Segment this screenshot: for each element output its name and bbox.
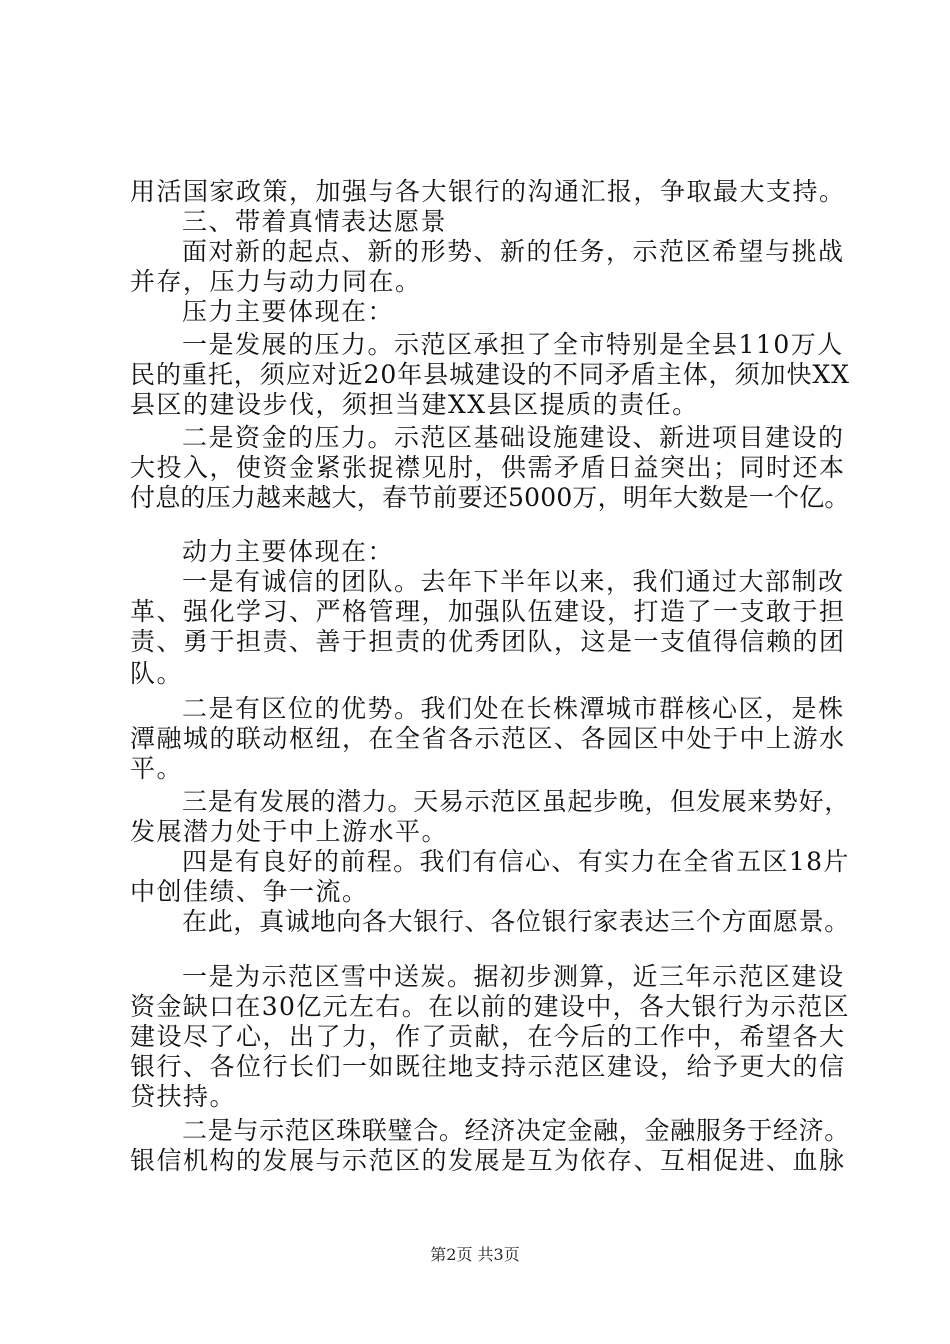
text-line: 一是为示范区雪中送炭。据初步测算，近三年示范区建设 bbox=[182, 962, 845, 991]
text-line: 压力主要体现在： bbox=[182, 297, 395, 326]
text-line: 贷扶持。 bbox=[130, 1082, 237, 1111]
text-line: 动力主要体现在： bbox=[182, 537, 395, 566]
text-line: 队。 bbox=[130, 659, 184, 688]
text-line: 在此，真诚地向各大银行、各位银行家表达三个方面愿景。 bbox=[182, 907, 851, 936]
page-number-footer: 第2页 共3页 bbox=[430, 1245, 520, 1264]
text-line: 用活国家政策，加强与各大银行的沟通汇报，争取最大支持。 bbox=[130, 177, 846, 206]
text-line: 责、勇于担责、善于担责的优秀团队，这是一支值得信赖的团 bbox=[130, 627, 846, 656]
text-line: 民的重托，须应对近20年县城建设的不同矛盾主体，须加快XX bbox=[130, 360, 850, 389]
section-heading: 三、带着真情表达愿景 bbox=[182, 207, 448, 236]
text-line: 中创佳绩、争一流。 bbox=[130, 877, 369, 906]
text-line: 付息的压力越来越大，春节前要还5000万，明年大数是一个亿。 bbox=[130, 483, 850, 512]
text-line: 一是发展的压力。示范区承担了全市特别是全县110万人 bbox=[182, 330, 844, 359]
text-line: 银行、各位行长们一如既往地支持示范区建设，给予更大的信 bbox=[130, 1052, 846, 1081]
text-line: 一是有诚信的团队。去年下半年以来，我们通过大部制改 bbox=[182, 567, 845, 596]
text-line: 并存，压力与动力同在。 bbox=[130, 267, 422, 296]
text-line: 县区的建设步伐，须担当建XX县区提质的责任。 bbox=[130, 390, 699, 419]
text-line: 二是资金的压力。示范区基础设施建设、新进项目建设的 bbox=[182, 423, 845, 452]
text-line: 潭融城的联动枢纽，在全省各示范区、各园区中处于中上游水 bbox=[130, 724, 846, 753]
text-line: 面对新的起点、新的形势、新的任务，示范区希望与挑战 bbox=[182, 237, 845, 266]
text-line: 发展潜力处于中上游水平。 bbox=[130, 817, 449, 846]
text-line: 革、强化学习、严格管理，加强队伍建设，打造了一支敢于担 bbox=[130, 597, 846, 626]
text-line: 平。 bbox=[130, 754, 184, 783]
text-line: 银信机构的发展与示范区的发展是互为依存、互相促进、血脉 bbox=[130, 1146, 846, 1175]
text-line: 大投入，使资金紧张捉襟见肘，供需矛盾日益突出；同时还本 bbox=[130, 453, 846, 482]
text-line: 四是有良好的前程。我们有信心、有实力在全省五区18片 bbox=[182, 847, 850, 876]
text-line: 资金缺口在30亿元左右。在以前的建设中，各大银行为示范区 bbox=[130, 992, 850, 1021]
text-line: 二是与示范区珠联璧合。经济决定金融，金融服务于经济。 bbox=[182, 1116, 851, 1145]
text-line: 三是有发展的潜力。天易示范区虽起步晚，但发展来势好， bbox=[182, 787, 851, 816]
text-line: 建设尽了心，出了力，作了贡献，在今后的工作中，希望各大 bbox=[130, 1022, 846, 1051]
text-line: 二是有区位的优势。我们处在长株潭城市群核心区，是株 bbox=[182, 694, 845, 723]
